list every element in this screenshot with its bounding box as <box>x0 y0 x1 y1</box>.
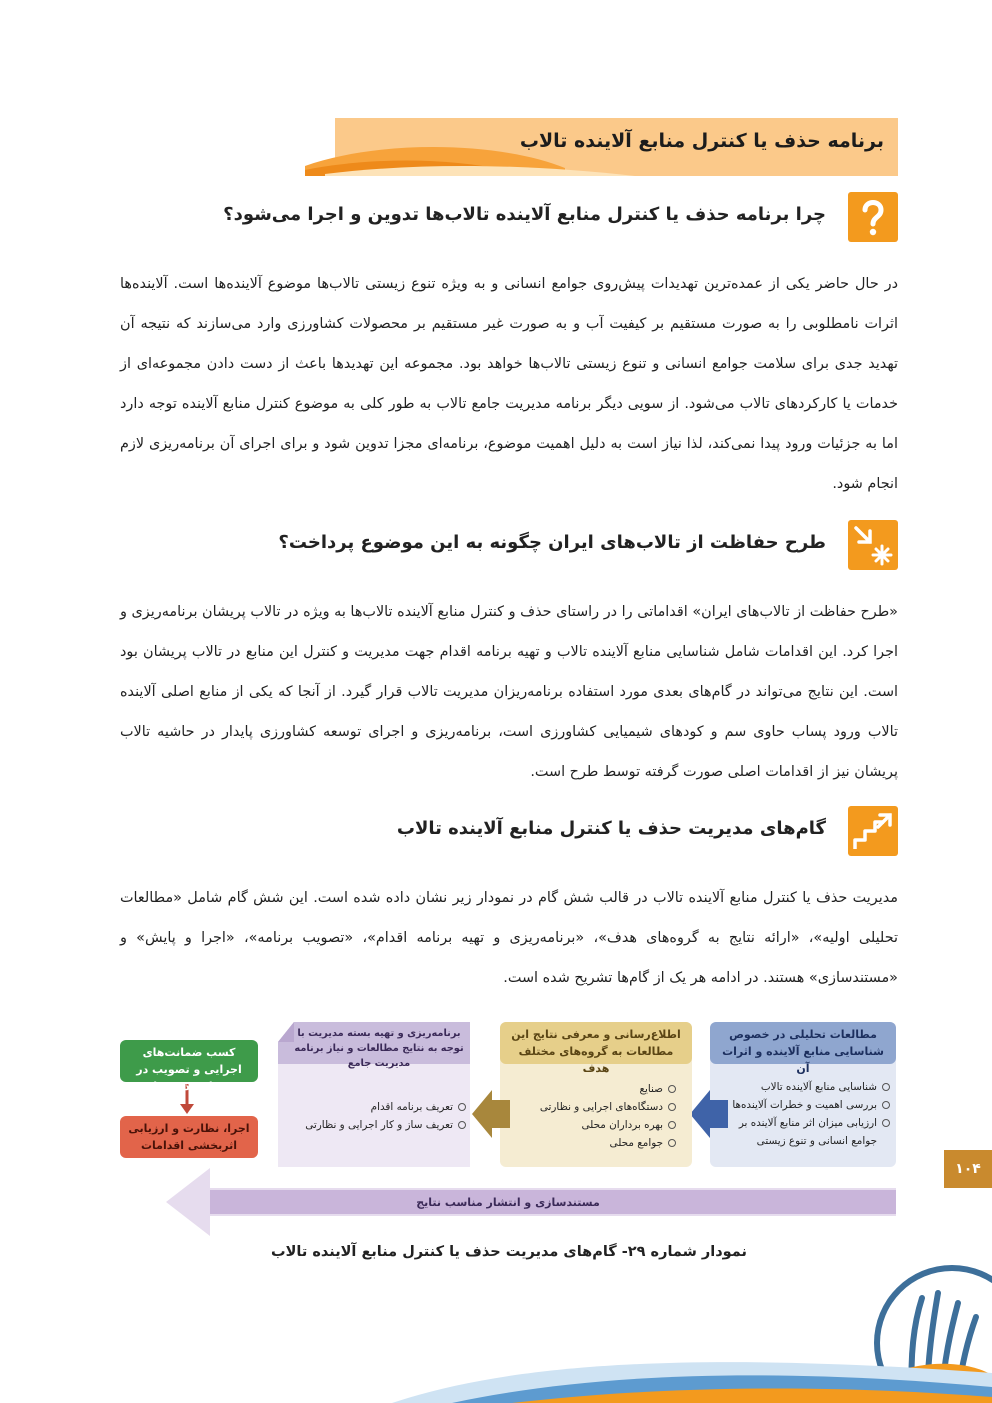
step4-title: کسب ضمانت‌های اجرایی و تصویب در مراجع ذی‌ربط <box>136 1046 242 1093</box>
list-item: تعریف ساز و کار اجرایی و نظارتی <box>305 1116 466 1134</box>
step2-list <box>540 1080 676 1152</box>
section-heading-steps <box>120 806 898 856</box>
bottom-swoosh <box>392 1343 992 1403</box>
list-item: ارزیابی میزان اثر منابع آلاینده بر جوامع انسانی و تنوع زیستی <box>715 1114 890 1150</box>
list-item: صنایع <box>540 1080 676 1098</box>
step3-title: برنامه‌ریزی و تهیه بسته مدیریت با توجه به نتایج مطالعات و نیاز برنامه مدیریت جامع <box>294 1028 464 1069</box>
section-title: طرح حفاظت از تالاب‌های ایران چگونه به این موضوع پرداخت؟ <box>278 532 826 553</box>
stairs-arrow-icon <box>848 806 898 856</box>
list-item: دستگاه‌های اجرایی و نظارتی <box>540 1098 676 1116</box>
list-item: تعریف برنامه اقدام <box>305 1098 466 1116</box>
steps-diagram <box>118 1018 898 1243</box>
list-item: بررسی اهمیت و خطرات آلاینده‌ها <box>715 1096 890 1114</box>
list-item: شناسایی منابع آلاینده تالاب <box>715 1078 890 1096</box>
section-heading-why <box>120 192 898 242</box>
list-item: بهره برداران محلی <box>540 1116 676 1134</box>
paragraph-steps: مدیریت حذف یا کنترل منابع آلاینده تالاب در قالب شش گام در نمودار زیر نشان داده شده است. این شش گام شامل «مطالعات تحلیلی اولیه»، «ارائه نتایج به گروه‌های هدف»، «برنامه‌ریزی و تهیه برنامه اقدام»، «تصویب برنامه»، «اجرا و پایش» و «مستندسازی» هستند. در ادامه هر یک از گام‌ها تشریح شده است. <box>120 890 898 986</box>
paragraph-why: در حال حاضر یکی از عمده‌ترین تهدیدات پیش‌روی جوامع انسانی و به ویژه تنوع زیستی تالاب‌ها موضوع آلاینده‌ها است. آلاینده‌ها اثرات نامطلوبی را به صورت مستقیم بر کیفیت آب و به صورت غیر مستقیم بر محصولات کشاورزی وارد می‌سازند که نتیجه آن تهدید جدی برای سلامت جوامع انسانی و تنوع زیستی تالاب‌ها خواهد بود. مجموعه این تهدیدها باعث از دست دادن مجموعه‌ای از خدمات یا کارکردهای تالاب می‌شود. از سویی دیگر برنامه مدیریت جامع تالاب به طور کلی به موضوع کنترل منابع آلاینده توجه دارد اما به جزئیات ورود پیدا نمی‌کند، لذا نیاز است به دلیل اهمیت موضوع، برنامه‌ای مجزا تدوین شود و برای اجرای آن برنامه‌ریزی لازم انجام شود. <box>120 276 898 492</box>
step2-title: اطلاع‌رسانی و معرفی نتایج این مطالعات به گروه‌های مختلف هدف <box>511 1028 681 1075</box>
section-title: چرا برنامه حذف یا کنترل منابع آلاینده تالاب‌ها تدوین و اجرا می‌شود؟ <box>223 204 826 225</box>
step1-list <box>715 1078 890 1150</box>
section-heading-how <box>120 520 898 570</box>
figure-caption: نمودار شماره ۲۹- گام‌های مدیریت حذف یا کنترل منابع آلاینده تالاب <box>271 1244 747 1260</box>
paragraph-how: «طرح حفاظت از تالاب‌های ایران» اقداماتی را در راستای حذف و کنترل منابع آلاینده تالاب‌ها به ویژه در تالاب پریشان برنامه‌ریزی و اجرا کرد. این اقدامات شامل شناسایی منابع آلاینده تالاب و تهیه برنامه اقدام جهت مدیریت و کنترل این منابع در تالاب پریشان بود است. این نتایج می‌تواند در گام‌های بعدی مورد استفاده برنامه‌ریزان مدیریت تالاب قرار گیرد. از آنجا که یکی از منابع اصلی آلاینده تالاب ورود پساب حاوی سم و کودهای شیمیایی کشاورزی است، برنامه‌ریزی و اجرای توسعه کشاورزی پایدار در حاشیه تالاب پریشان نیز از اقدامات اصلی صورت گرفته توسط طرح است. <box>120 604 898 780</box>
section-title: گام‌های مدیریت حذف یا کنترل منابع آلاینده تالاب <box>396 818 826 839</box>
step5-title: اجرا، نظارت و ارزیابی اثربخشی اقدامات <box>128 1122 250 1152</box>
step1-title: مطالعات تحلیلی در خصوص شناسایی منابع آلاینده و اثرات آن <box>722 1028 884 1075</box>
step3-list <box>305 1098 466 1134</box>
header-banner <box>305 118 898 176</box>
sparkle-arrow-icon <box>848 520 898 570</box>
list-item: جوامع محلی <box>540 1134 676 1152</box>
question-icon <box>848 192 898 242</box>
page-number: ۱۰۴ <box>944 1150 992 1188</box>
step6-title: مستندسازی و انتشار مناسب نتایج <box>416 1196 600 1209</box>
page-title: برنامه حذف یا کنترل منابع آلاینده تالاب <box>519 130 884 152</box>
